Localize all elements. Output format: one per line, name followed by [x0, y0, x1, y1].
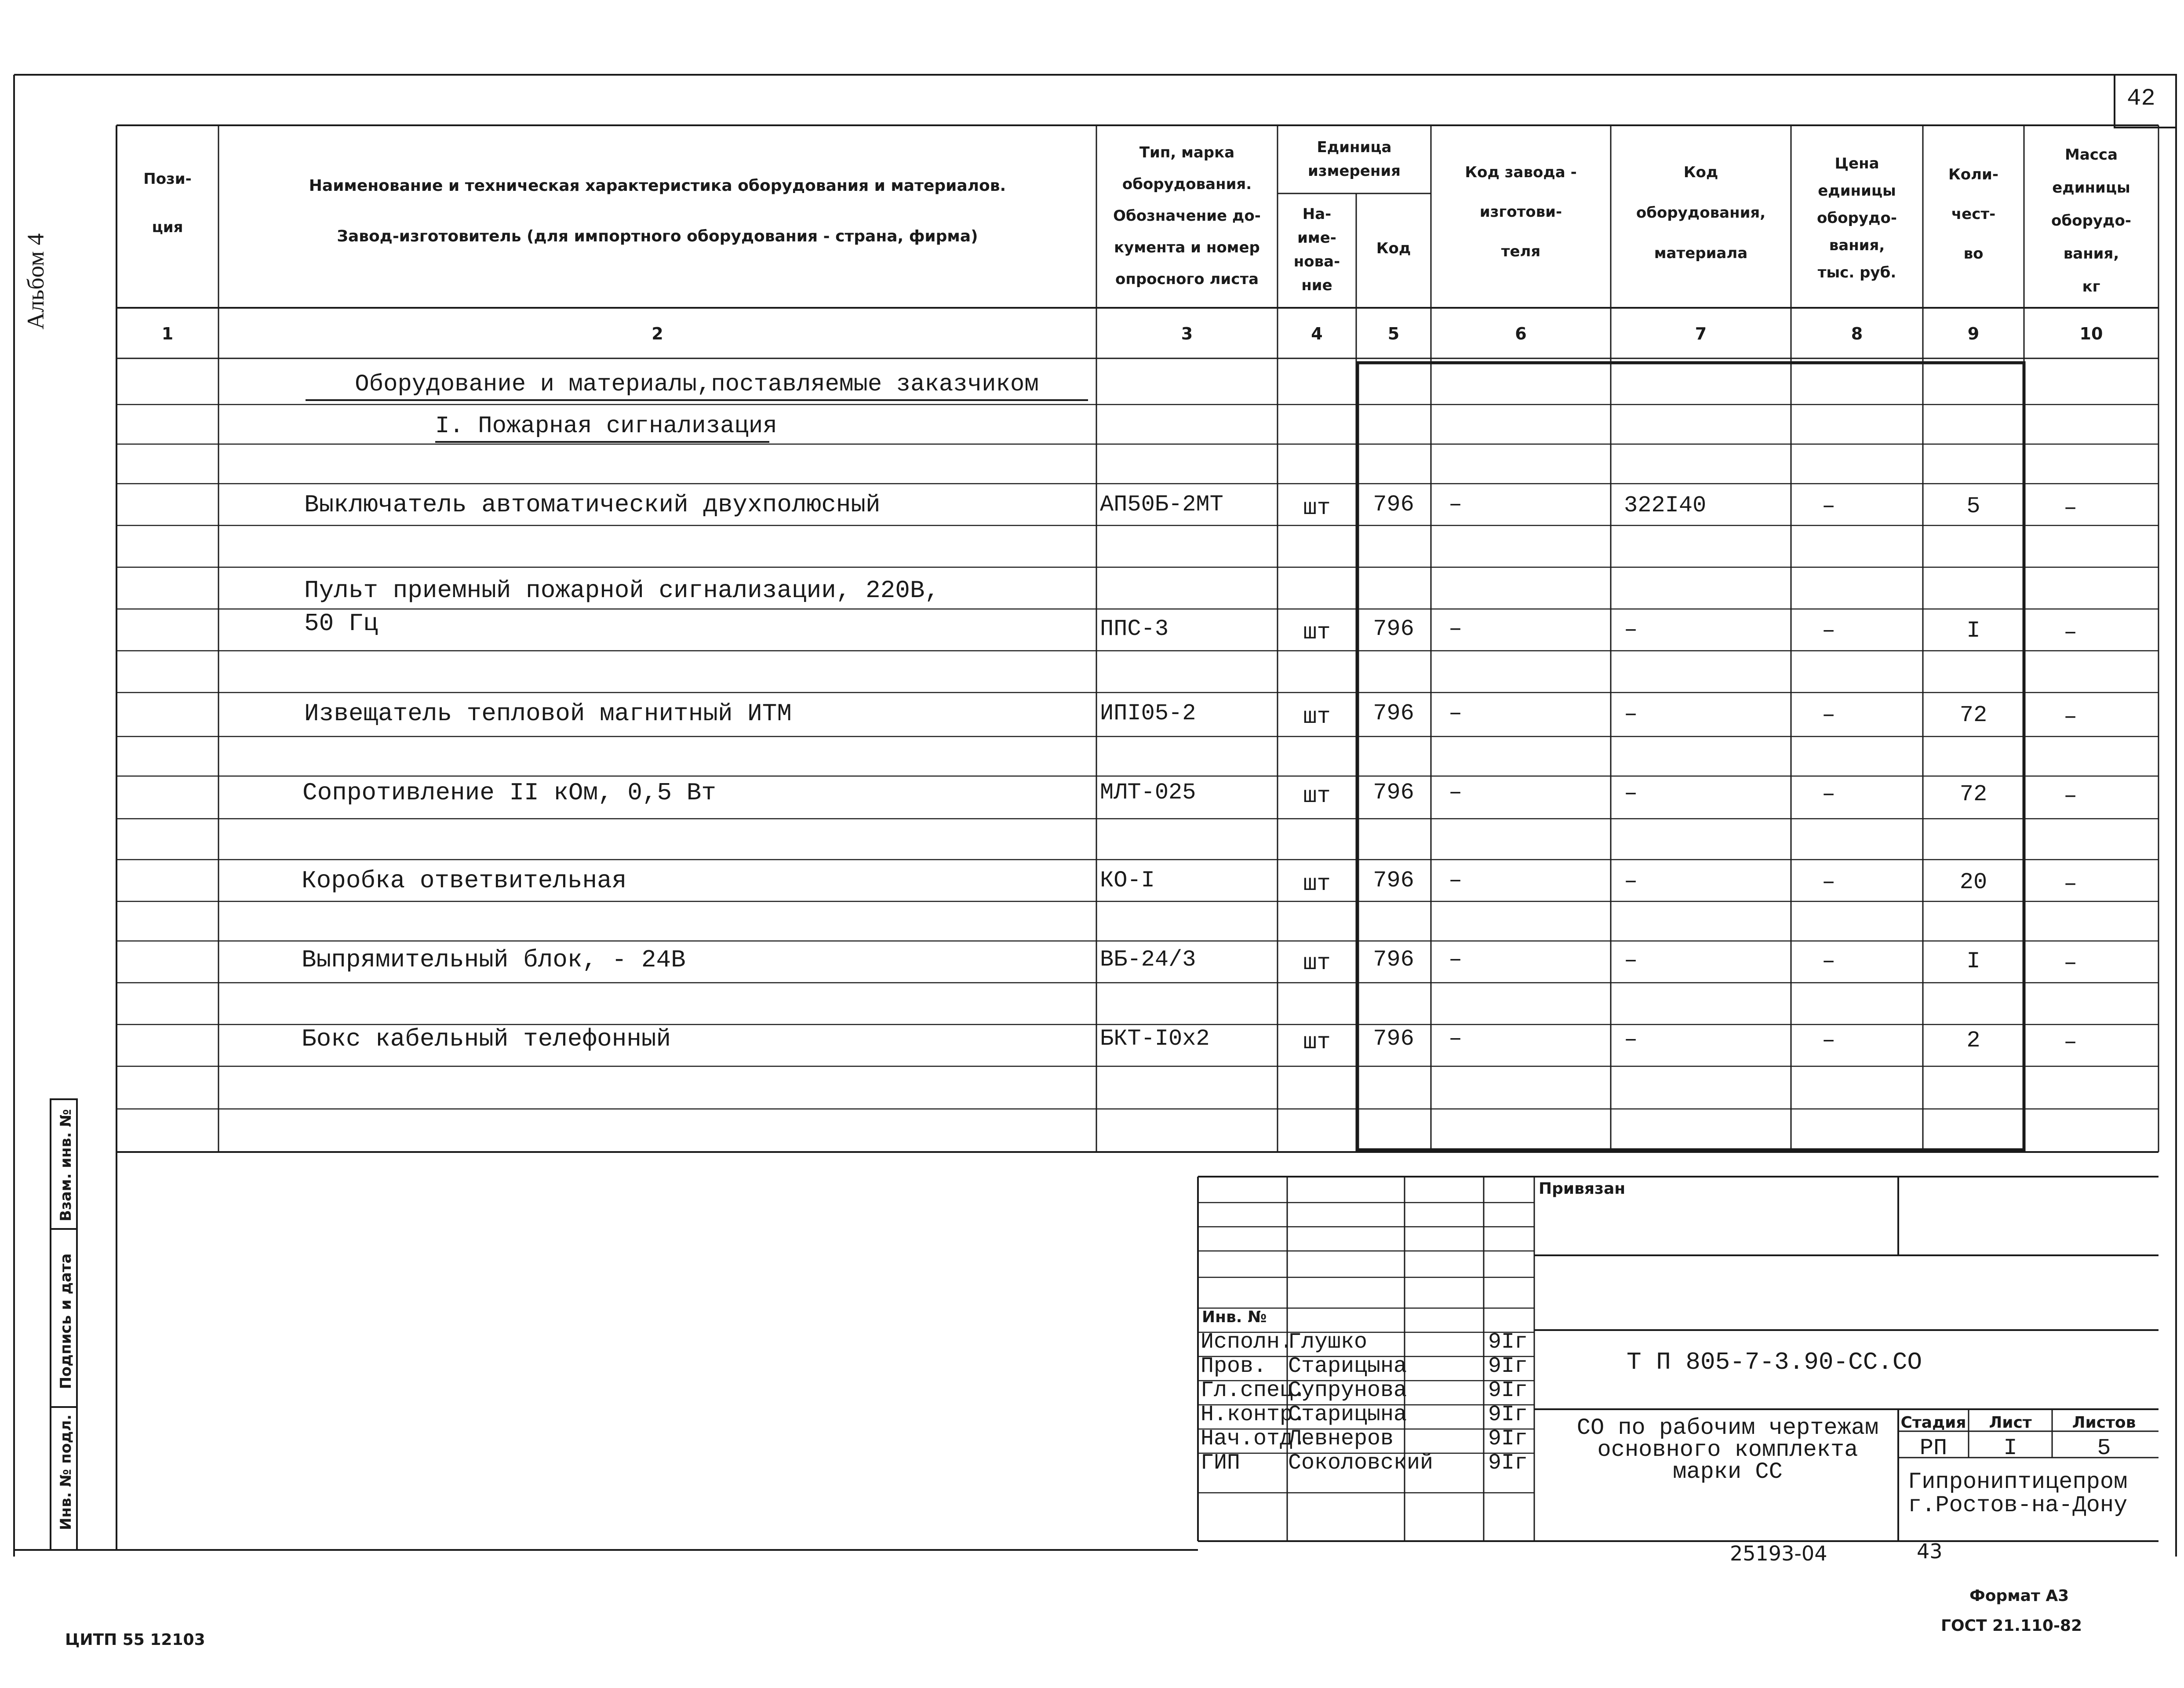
item-price: –	[1822, 702, 1836, 728]
item-code: 796	[1373, 616, 1414, 642]
side-stamp-sign: Подпись и дата	[57, 1253, 75, 1389]
item-code: 796	[1373, 700, 1414, 726]
item-price: –	[1822, 948, 1836, 974]
header-col8-line-2: единицы	[1818, 182, 1896, 200]
column-number-1: 1	[161, 324, 174, 343]
doc-code: Т П 805-7-3.90-СС.СО	[1627, 1348, 1922, 1376]
item-quantity: 2	[1966, 1028, 1980, 1054]
item-code: 796	[1373, 947, 1414, 973]
item-quantity: 5	[1966, 493, 1980, 519]
header-col7-line-2: оборудования,	[1636, 204, 1766, 222]
item-price: –	[1822, 781, 1836, 807]
item-code: 796	[1373, 780, 1414, 806]
item-quantity: 20	[1959, 869, 1987, 895]
sheet-label: Лист	[1989, 1414, 2032, 1432]
signer-name: Глушко	[1288, 1330, 1368, 1355]
item-mass: –	[2064, 871, 2078, 897]
signer-date: 9Iг	[1488, 1378, 1528, 1403]
item-type: ИПI05-2	[1100, 700, 1196, 726]
header-col2-line-2: Завод-изготовитель (для импортного оборудования - страна, фирма)	[337, 227, 978, 245]
signer-date: 9Iг	[1488, 1426, 1528, 1451]
side-stamp-replace: Взам. инв. №	[57, 1109, 75, 1221]
header-col10-line-2: единицы	[2052, 179, 2130, 197]
org-line-2: г.Ростов-на-Дону	[1908, 1492, 2128, 1518]
header-col1-line-1: Пози-	[143, 170, 192, 188]
header-col10-line-5: кг	[2082, 278, 2100, 295]
signer-name: Супрунова	[1288, 1378, 1407, 1403]
item-mass: –	[2064, 704, 2078, 730]
signer-role: Исполн.	[1201, 1330, 1293, 1355]
item-name: Выключатель автоматический двухполюсный	[304, 491, 881, 519]
section-title: Оборудование и материалы,поставляемые заказчиком	[306, 373, 1088, 401]
column-number-4: 4	[1311, 324, 1323, 343]
item-price: –	[1822, 1028, 1836, 1054]
doc-title-line-3: марки СС	[1673, 1459, 1783, 1485]
header-col9-line-2: чест-	[1951, 205, 1996, 223]
item-mass: –	[2064, 620, 2078, 645]
item-name: Коробка ответвительная	[302, 867, 627, 895]
header-col10-line-3: оборудо-	[2051, 212, 2131, 230]
signer-role: Гл.спец.	[1201, 1378, 1307, 1403]
item-name: Выпрямительный блок, - 24В	[302, 946, 686, 974]
column-number-9: 9	[1967, 324, 1980, 343]
signer-date: 9Iг	[1488, 1330, 1528, 1355]
org-line-1: Гипрониптицепром	[1908, 1469, 2128, 1495]
signer-date: 9Iг	[1488, 1354, 1528, 1379]
cipt-label: ЦИТП 55 12103	[65, 1631, 205, 1649]
header-col6-line-3: теля	[1501, 243, 1541, 260]
signer-role: Пров.	[1201, 1354, 1267, 1379]
item-equipment-code: –	[1624, 701, 1638, 727]
header-col8-line-5: тыс. руб.	[1817, 264, 1896, 281]
item-name-line-2: 50 Гц	[304, 609, 379, 638]
signer-name: Соколовский	[1288, 1451, 1434, 1476]
item-type: МЛТ-025	[1100, 780, 1196, 806]
gost-label: ГОСТ 21.110-82	[1941, 1617, 2082, 1635]
item-equipment-code: –	[1624, 948, 1638, 973]
item-factory-code: –	[1449, 947, 1463, 973]
item-mass: –	[2064, 950, 2078, 976]
header-col7-line-1: Код	[1683, 164, 1718, 181]
item-quantity: I	[1966, 948, 1980, 974]
item-factory-code: –	[1449, 492, 1463, 518]
header-col4-line-3: нова-	[1293, 253, 1340, 270]
item-price: –	[1822, 618, 1836, 644]
album-label: Альбом 4	[22, 233, 49, 330]
item-price: –	[1822, 869, 1836, 895]
item-equipment-code: 322I40	[1624, 492, 1707, 518]
header-col4-line-1: На-	[1302, 205, 1332, 223]
header-col2-line-1: Наименование и техническая характеристика оборудования и материалов.	[309, 177, 1006, 195]
item-name: Сопротивление II кОм, 0,5 Вт	[302, 779, 716, 807]
column-number-3: 3	[1181, 324, 1193, 343]
handwritten-number-left: 25193-04	[1730, 1542, 1827, 1565]
header-col8-line-3: оборудо-	[1817, 209, 1897, 227]
item-price: –	[1822, 493, 1836, 519]
header-col6-line-2: изготови-	[1479, 203, 1562, 221]
column-number-6: 6	[1515, 324, 1527, 343]
header-col6-line-1: Код завода -	[1465, 164, 1577, 181]
item-type: ВБ-24/3	[1100, 947, 1196, 973]
item-name: Извещатель тепловой магнитный ИТМ	[304, 700, 792, 728]
doc-title-line-2: основного комплекта	[1597, 1437, 1858, 1463]
header-col8-line-1: Цена	[1835, 155, 1879, 172]
item-type: АП50Б-2МТ	[1100, 492, 1223, 518]
header-col7-line-3: материала	[1654, 244, 1748, 262]
signer-name: Левнеров	[1288, 1426, 1394, 1451]
signer-name: Старицына	[1288, 1354, 1407, 1379]
stage-value: РП	[1919, 1435, 1947, 1461]
header-col8-line-4: вания,	[1829, 237, 1885, 254]
item-unit: шт	[1303, 620, 1331, 645]
item-factory-code: –	[1449, 1026, 1463, 1052]
item-factory-code: –	[1449, 780, 1463, 806]
signer-date: 9Iг	[1488, 1402, 1528, 1427]
header-col45_group-line-2: измерения	[1308, 162, 1401, 180]
item-code: 796	[1373, 868, 1414, 893]
item-code: 796	[1373, 1026, 1414, 1052]
item-code: 796	[1373, 492, 1414, 518]
item-name: Бокс кабельный телефонный	[302, 1025, 671, 1053]
column-number-2: 2	[652, 324, 663, 343]
header-col10-line-4: вания,	[2063, 245, 2119, 262]
header-col1-line-2: ция	[152, 219, 183, 236]
header-col9-line-3: во	[1963, 245, 1984, 262]
handwritten-number-right: 43	[1917, 1539, 1943, 1563]
header-col3-line-5: опросного листа	[1115, 270, 1259, 288]
sheets-label: Листов	[2072, 1414, 2136, 1432]
item-quantity: 72	[1959, 781, 1987, 807]
item-factory-code: –	[1449, 616, 1463, 642]
signer-name: Старицына	[1288, 1402, 1407, 1427]
item-unit: шт	[1303, 950, 1331, 976]
item-type: КО-I	[1100, 868, 1155, 893]
stage-label: Стадия	[1900, 1414, 1966, 1432]
column-number-10: 10	[2079, 324, 2103, 343]
header-col3-line-3: Обозначение до-	[1113, 207, 1261, 225]
header-col3-line-1: Тип, марка	[1139, 144, 1235, 161]
item-equipment-code: –	[1624, 868, 1638, 894]
signer-role: Нач.отд.	[1201, 1426, 1307, 1451]
side-stamp-inv: Инв. № подл.	[57, 1414, 75, 1530]
header-col10-line-1: Масса	[2064, 146, 2118, 164]
item-quantity: I	[1966, 618, 1980, 644]
item-mass: –	[2064, 495, 2078, 521]
item-type: БКТ-I0х2	[1100, 1026, 1210, 1052]
sheets-value: 5	[2097, 1435, 2111, 1461]
header-col3-line-4: кумента и номер	[1114, 239, 1260, 256]
sheet-value: I	[2003, 1435, 2017, 1461]
item-equipment-code: –	[1624, 780, 1638, 806]
item-unit: шт	[1303, 783, 1331, 809]
header-col4-line-2: име-	[1297, 229, 1336, 247]
subsection-title: I. Пожарная сигнализация	[435, 415, 769, 443]
column-number-5: 5	[1387, 324, 1400, 343]
header-col5-line-1: Код	[1376, 240, 1411, 257]
header-col45_group-line-1: Единица	[1317, 139, 1392, 156]
sheet-number: 42	[2127, 85, 2155, 112]
item-factory-code: –	[1449, 868, 1463, 893]
inv-label: Инв. №	[1202, 1308, 1267, 1326]
item-equipment-code: –	[1624, 617, 1638, 643]
signer-role: Н.контр.	[1201, 1402, 1307, 1427]
item-unit: шт	[1303, 871, 1331, 897]
column-number-8: 8	[1851, 324, 1863, 343]
item-equipment-code: –	[1624, 1027, 1638, 1053]
format-label: Формат А3	[1969, 1587, 2069, 1605]
header-col9-line-1: Коли-	[1948, 166, 1998, 183]
signer-role: ГИП	[1201, 1451, 1241, 1476]
item-unit: шт	[1303, 704, 1331, 730]
item-unit: шт	[1303, 495, 1331, 521]
item-type: ППС-3	[1100, 616, 1169, 642]
header-col4-line-4: ние	[1301, 277, 1332, 294]
item-factory-code: –	[1449, 700, 1463, 726]
item-name: Пульт приемный пожарной сигнализации, 220В,	[304, 576, 940, 605]
column-number-7: 7	[1695, 324, 1707, 343]
item-quantity: 72	[1959, 702, 1987, 728]
item-mass: –	[2064, 783, 2078, 809]
header-col3-line-2: оборудования.	[1122, 175, 1252, 193]
item-unit: шт	[1303, 1029, 1331, 1055]
signer-date: 9Iг	[1488, 1451, 1528, 1476]
privyazan-label: Привязан	[1539, 1180, 1626, 1198]
doc-title-line-1: СО по рабочим чертежам	[1576, 1415, 1879, 1441]
item-mass: –	[2064, 1029, 2078, 1055]
